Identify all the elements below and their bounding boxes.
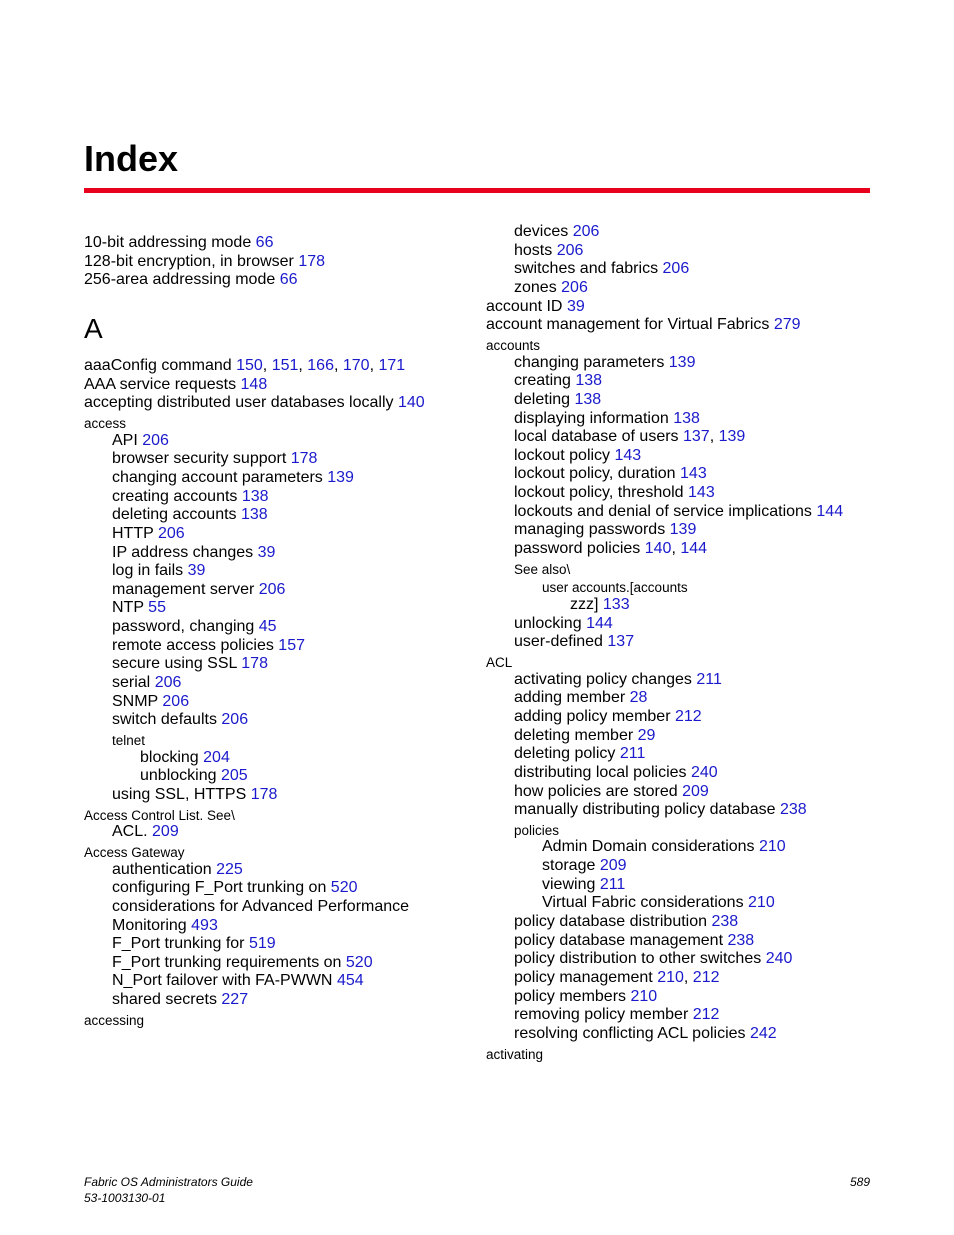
page-link[interactable]: 206	[157, 524, 185, 542]
index-entry: local database of users 137, 139	[514, 428, 746, 446]
page-link[interactable]: 238	[779, 801, 807, 819]
index-term: serial	[112, 674, 151, 692]
page-link[interactable]: 206	[221, 711, 249, 729]
index-entry: password policies 140, 144	[514, 540, 708, 558]
index-term: viewing	[542, 875, 596, 893]
page-link[interactable]: 133	[602, 596, 630, 613]
page-link[interactable]: 206	[154, 674, 182, 692]
index-term: user accounts.[accounts	[542, 580, 688, 596]
index-term: adding member	[514, 689, 626, 707]
index-entry	[140, 749, 230, 768]
page-link[interactable]: 39	[187, 562, 206, 580]
index-entry	[112, 991, 248, 1010]
index-entry	[140, 767, 248, 786]
index-entry	[112, 488, 269, 507]
index-entry	[112, 935, 276, 954]
page-link[interactable]: 178	[290, 450, 318, 468]
index-entry	[514, 633, 634, 652]
index-term: account management for Virtual Fabrics	[486, 316, 770, 334]
page-link[interactable]: 137	[683, 428, 710, 446]
index-entry	[514, 279, 588, 298]
index-entry	[112, 823, 179, 842]
page-link[interactable]: 520	[345, 953, 373, 971]
index-entry	[84, 271, 297, 290]
index-term: 256-area addressing mode	[84, 271, 276, 289]
page-link[interactable]: 206	[142, 431, 169, 449]
index-term: deleting accounts	[112, 506, 237, 524]
page-link[interactable]: 28	[629, 689, 648, 707]
index-term: accounts	[486, 337, 541, 353]
index-entry	[514, 484, 715, 503]
index-term: N_Port failover with FA-PWWN	[112, 972, 333, 990]
index-term: ACL.	[112, 823, 148, 841]
index-term: hosts	[514, 241, 553, 259]
index-entry	[112, 655, 268, 674]
index-term: API	[112, 431, 138, 449]
index-entry: policy management 210, 212	[514, 969, 720, 986]
index-entry: aaaConfig command 150, 151, 166, 170, 171	[84, 357, 406, 374]
page-link[interactable]: 211	[619, 745, 646, 763]
index-term: F_Port trunking requirements on	[112, 953, 342, 971]
index-term: 128-bit encryption, in browser	[84, 252, 294, 270]
index-entry	[112, 599, 166, 618]
index-term: ACL	[486, 654, 513, 670]
page-link[interactable]: 178	[250, 785, 278, 803]
index-entry	[112, 917, 218, 936]
page-link[interactable]: 211	[696, 670, 722, 688]
page-link[interactable]: 139	[669, 521, 697, 539]
index-term: activating policy changes	[514, 670, 692, 688]
page-link[interactable]: 144	[816, 502, 844, 520]
page-link[interactable]: 178	[241, 655, 268, 673]
index-entry	[570, 596, 630, 615]
footer-page-number: 589	[849, 1175, 870, 1189]
page-link[interactable]: 138	[240, 506, 268, 524]
index-term: Access Gateway	[84, 844, 185, 860]
index-entry	[112, 618, 277, 637]
page-link[interactable]: 157	[278, 636, 305, 654]
footer-doc-number: 53-1003130-01	[84, 1190, 166, 1205]
index-term: password, changing	[112, 618, 255, 636]
page-link[interactable]: 209	[599, 857, 627, 875]
page-link[interactable]: 55	[148, 599, 166, 617]
index-term: creating accounts	[112, 487, 238, 505]
page-link[interactable]: 238	[727, 931, 755, 949]
index-entry	[542, 876, 625, 895]
index-entry	[514, 708, 702, 727]
index-entry	[514, 410, 700, 429]
page-link[interactable]: 225	[216, 860, 243, 878]
index-entry	[514, 260, 689, 279]
index-term: configuring F_Port trunking on	[112, 879, 327, 897]
index-term: managing passwords	[514, 521, 666, 539]
page-link[interactable]: 206	[572, 223, 600, 240]
index-entry	[514, 521, 696, 540]
index-term: how policies are stored	[514, 782, 678, 800]
page-link[interactable]: 210	[657, 969, 684, 986]
index-term: devices	[514, 223, 569, 240]
index-entry	[514, 932, 754, 951]
page-link[interactable]: 140	[397, 394, 425, 412]
index-term: IP address changes	[112, 543, 254, 561]
title-rule	[84, 188, 870, 193]
index-term: zzz]	[570, 596, 599, 613]
page-link[interactable]: 170	[342, 357, 370, 374]
index-term: removing policy member	[514, 1006, 689, 1024]
page-link[interactable]: 138	[673, 409, 700, 427]
index-entry	[486, 316, 801, 335]
footer-left	[84, 1175, 253, 1206]
page-link[interactable]: 209	[152, 823, 179, 841]
index-entry	[112, 861, 243, 880]
index-entry	[112, 469, 354, 488]
page-link[interactable]: 39	[566, 297, 585, 315]
index-term: unblocking	[140, 767, 217, 785]
index-entry	[84, 253, 325, 272]
index-term: switch defaults	[112, 711, 217, 729]
index-term: policy management	[514, 969, 653, 986]
index-term: Access Control List. See\	[84, 807, 235, 823]
page-link[interactable]: 138	[574, 390, 602, 408]
index-term: 10-bit addressing mode	[84, 234, 252, 251]
index-entry	[514, 764, 718, 783]
page-link[interactable]: 206	[556, 241, 584, 259]
index-term: aaaConfig command	[84, 357, 232, 374]
page-link[interactable]: 66	[279, 271, 298, 289]
index-entry	[112, 432, 169, 451]
index-entry	[112, 711, 248, 730]
page-link[interactable]: 212	[674, 707, 702, 725]
page-link[interactable]: 29	[637, 726, 656, 744]
index-entry	[112, 450, 317, 469]
index-entry	[514, 503, 843, 522]
index-term: policy members	[514, 987, 627, 1005]
index-entry	[112, 581, 285, 600]
page-link[interactable]: 240	[690, 763, 718, 781]
index-entry	[514, 561, 570, 580]
index-term: remote access policies	[112, 636, 274, 654]
index-term: changing account parameters	[112, 468, 323, 486]
index-term: changing parameters	[514, 353, 665, 371]
page-link[interactable]: 454	[336, 972, 364, 990]
page-link[interactable]: 227	[221, 991, 249, 1009]
index-term: zones	[514, 278, 557, 296]
index-entry	[514, 745, 645, 764]
index-term: policies	[514, 822, 560, 838]
index-term: See also\	[514, 561, 571, 577]
index-term: using SSL, HTTPS	[112, 785, 247, 803]
page-link[interactable]: 210	[630, 987, 658, 1005]
page-link[interactable]: 204	[203, 748, 230, 766]
index-entry	[112, 693, 189, 712]
index-entry	[514, 615, 613, 634]
index-entry	[514, 354, 695, 373]
index-term: F_Port trunking for	[112, 935, 245, 953]
index-term: policy distribution to other switches	[514, 950, 762, 968]
page-link[interactable]: 206	[258, 580, 286, 598]
index-term: lockout policy, threshold	[514, 484, 684, 502]
index-entry	[84, 376, 267, 395]
index-entry	[542, 857, 627, 876]
index-term: accepting distributed user databases locally	[84, 394, 394, 412]
index-term: activating	[486, 1046, 544, 1062]
page-link[interactable]: 143	[688, 484, 715, 502]
index-term: user-defined	[514, 633, 603, 651]
index-entry	[112, 637, 305, 656]
index-term: lockout policy	[514, 446, 611, 464]
page-link[interactable]: 493	[191, 916, 218, 934]
index-term: policy database distribution	[514, 913, 708, 931]
index-term: manually distributing policy database	[514, 801, 776, 819]
index-term: shared secrets	[112, 991, 217, 1009]
index-term: creating	[514, 372, 571, 390]
page-link[interactable]: 66	[255, 234, 274, 251]
index-term: SNMP	[112, 692, 158, 710]
index-entry	[514, 689, 647, 708]
index-entry	[514, 372, 602, 391]
index-entry	[514, 447, 641, 466]
index-term: considerations for Advanced Performance	[112, 897, 410, 915]
index-term: authentication	[112, 860, 212, 878]
page-link[interactable]: 211	[599, 875, 626, 893]
index-term: accessing	[84, 1012, 145, 1028]
page-link[interactable]: 171	[378, 357, 406, 374]
index-entry	[112, 562, 205, 581]
index-term: account ID	[486, 297, 563, 315]
index-entry	[84, 234, 273, 253]
index-entry	[112, 544, 275, 563]
index-term: deleting member	[514, 726, 634, 744]
index-term: blocking	[140, 748, 199, 766]
page-link[interactable]: 240	[765, 950, 793, 968]
index-term: access	[84, 415, 127, 431]
index-entry	[486, 1046, 543, 1065]
index-term: unlocking	[514, 614, 582, 632]
page-link[interactable]: 212	[692, 1006, 720, 1024]
index-term: policy database management	[514, 931, 724, 949]
index-entry	[514, 727, 655, 746]
index-entry	[112, 972, 364, 991]
index-entry	[514, 783, 709, 802]
index-entry	[514, 1006, 719, 1025]
page-link[interactable]: 139	[668, 353, 696, 371]
index-entry	[514, 1025, 777, 1044]
page-link[interactable]: 206	[561, 278, 588, 296]
index-term: switches and fabrics	[514, 260, 659, 278]
index-entry	[514, 950, 792, 969]
index-term: Monitoring	[112, 916, 187, 934]
index-term: distributing local policies	[514, 763, 687, 781]
page-link[interactable]: 139	[718, 428, 746, 446]
page-link[interactable]: 520	[330, 879, 358, 897]
page-link[interactable]: 519	[248, 935, 276, 953]
index-entry	[542, 838, 786, 857]
index-entry	[514, 465, 707, 484]
index-term: adding policy member	[514, 707, 671, 725]
index-term: displaying information	[514, 409, 669, 427]
page-link[interactable]: 242	[749, 1024, 777, 1042]
index-term: resolving conflicting ACL policies	[514, 1024, 746, 1042]
page-link[interactable]: 210	[759, 838, 786, 856]
page-link[interactable]: 137	[607, 633, 635, 651]
index-term: Virtual Fabric considerations	[542, 894, 744, 912]
index-entry	[486, 654, 512, 673]
page-link[interactable]: 144	[586, 614, 613, 632]
index-entry	[112, 786, 277, 805]
index-entry	[514, 801, 807, 820]
index-term: HTTP	[112, 524, 154, 542]
index-entry	[112, 879, 358, 898]
index-entry	[514, 391, 601, 410]
index-term: AAA service requests	[84, 375, 237, 393]
page-link[interactable]: 178	[298, 252, 326, 270]
index-entry	[112, 674, 181, 693]
index-term: deleting	[514, 390, 571, 408]
page-link[interactable]: 210	[748, 894, 775, 912]
index-entry	[542, 894, 775, 913]
page-link[interactable]: 143	[680, 465, 707, 483]
page-link[interactable]: 151	[271, 357, 299, 374]
page-link[interactable]: 206	[162, 692, 190, 710]
page-link[interactable]: 205	[220, 767, 248, 785]
page-link[interactable]: 143	[614, 446, 642, 464]
index-term: deleting policy	[514, 745, 616, 763]
index-entry	[514, 671, 722, 690]
index-entry	[514, 988, 657, 1007]
index-entry	[84, 394, 425, 413]
index-term: NTP	[112, 599, 144, 617]
page-link[interactable]: 139	[327, 468, 354, 486]
index-term: browser security support	[112, 450, 287, 468]
index-term: telnet	[112, 733, 146, 748]
page-title: Index	[84, 138, 179, 179]
index-term: lockouts and denial of service implications	[514, 502, 812, 520]
page-link[interactable]: 206	[662, 260, 690, 278]
page-link[interactable]: 45	[258, 618, 277, 636]
page-link[interactable]: 212	[692, 969, 720, 986]
page-link[interactable]: 166	[307, 357, 334, 374]
index-entry	[112, 898, 409, 917]
index-term: lockout policy, duration	[514, 465, 676, 483]
index-term: management server	[112, 580, 255, 598]
page-link[interactable]: 148	[240, 375, 268, 393]
index-entry	[112, 954, 373, 973]
index-entry	[514, 913, 738, 932]
index-entry	[514, 223, 599, 242]
page-link[interactable]: 150	[236, 357, 263, 374]
index-entry	[112, 506, 268, 525]
index-term: log in fails	[112, 562, 184, 580]
index-entry	[514, 242, 583, 261]
page-link[interactable]: 144	[680, 540, 708, 558]
index-term: Admin Domain considerations	[542, 838, 755, 856]
index-term: secure using SSL	[112, 655, 237, 673]
index-term: password policies	[514, 540, 641, 558]
index-term: local database of users	[514, 428, 679, 446]
index-entry	[486, 298, 585, 317]
index-entry	[112, 525, 185, 544]
index-term: storage	[542, 857, 596, 875]
page-link[interactable]: 138	[575, 372, 603, 390]
footer-guide-title: Fabric OS Administrators Guide	[84, 1175, 253, 1189]
page-link[interactable]: 209	[682, 782, 709, 800]
page-link[interactable]: 238	[711, 913, 739, 931]
page-link[interactable]: 140	[644, 540, 672, 558]
section-letter-a: A	[84, 313, 103, 344]
page-link[interactable]: 138	[241, 487, 269, 505]
index-entry	[84, 1012, 144, 1031]
page-link[interactable]: 279	[773, 316, 801, 334]
page-link[interactable]: 39	[257, 543, 276, 561]
